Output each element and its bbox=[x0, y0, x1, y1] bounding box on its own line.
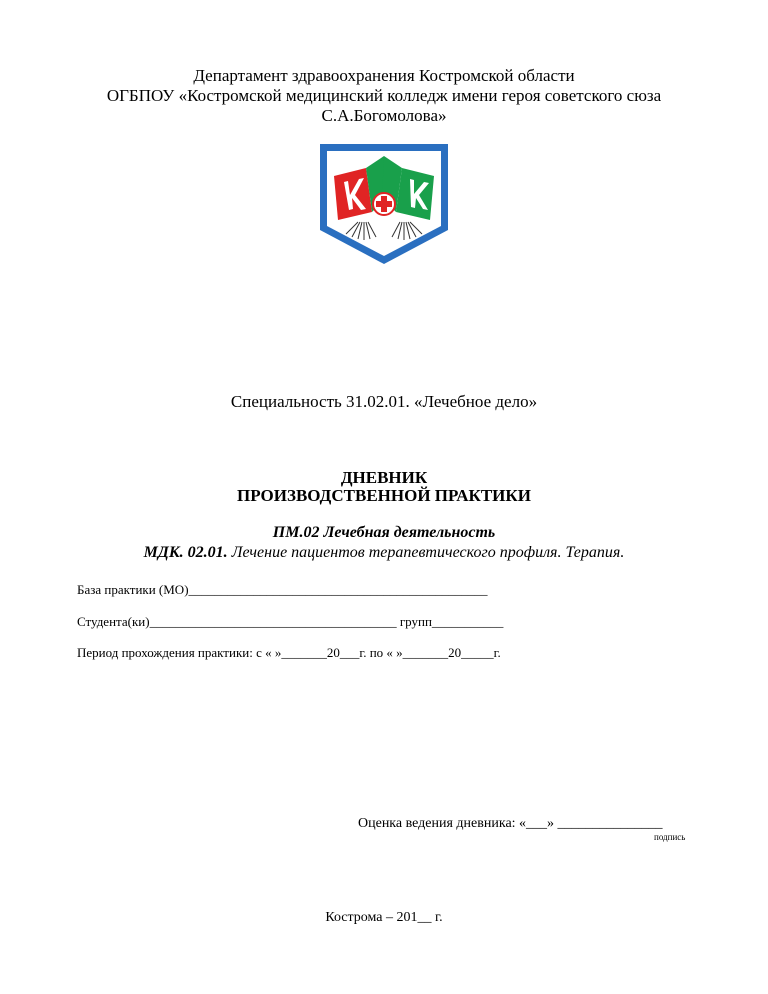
title-line-2: ПРОИЗВОДСТВЕННОЙ ПРАКТИКИ bbox=[237, 486, 531, 505]
diary-grade-field[interactable]: Оценка ведения дневника: «___» _______________ bbox=[358, 816, 663, 831]
practice-period-field[interactable]: Период прохождения практики: с « »_______20___г. по « »_______20_____г. bbox=[77, 645, 501, 660]
title-line-1: ДНЕВНИК bbox=[340, 468, 428, 487]
college-name-continued: С.А.Богомолова» bbox=[321, 106, 447, 125]
department-name: Департамент здравоохранения Костромской области bbox=[193, 66, 575, 85]
document-title bbox=[0, 469, 768, 505]
mdk-code: МДК. 02.01. bbox=[143, 544, 228, 561]
signature-label: подпись bbox=[654, 832, 686, 842]
student-field[interactable]: Студента(ки)______________________________________ групп___________ bbox=[77, 614, 504, 629]
practice-base-field[interactable]: База практики (МО)______________________________________________ bbox=[77, 582, 488, 597]
college-emblem-icon bbox=[318, 142, 450, 266]
module-info bbox=[0, 523, 768, 563]
college-name: ОГБПОУ «Костромской медицинский колледж имени героя советского сюза bbox=[106, 86, 662, 105]
footer-city-year: Кострома – 201__ г. bbox=[325, 910, 443, 925]
pm-module: ПМ.02 Лечебная деятельность bbox=[272, 524, 496, 541]
specialty: Специальность 31.02.01. «Лечебное дело» bbox=[230, 392, 538, 411]
mdk-text: Лечение пациентов терапевтического профиля. Терапия. bbox=[227, 544, 625, 561]
header bbox=[0, 66, 768, 126]
